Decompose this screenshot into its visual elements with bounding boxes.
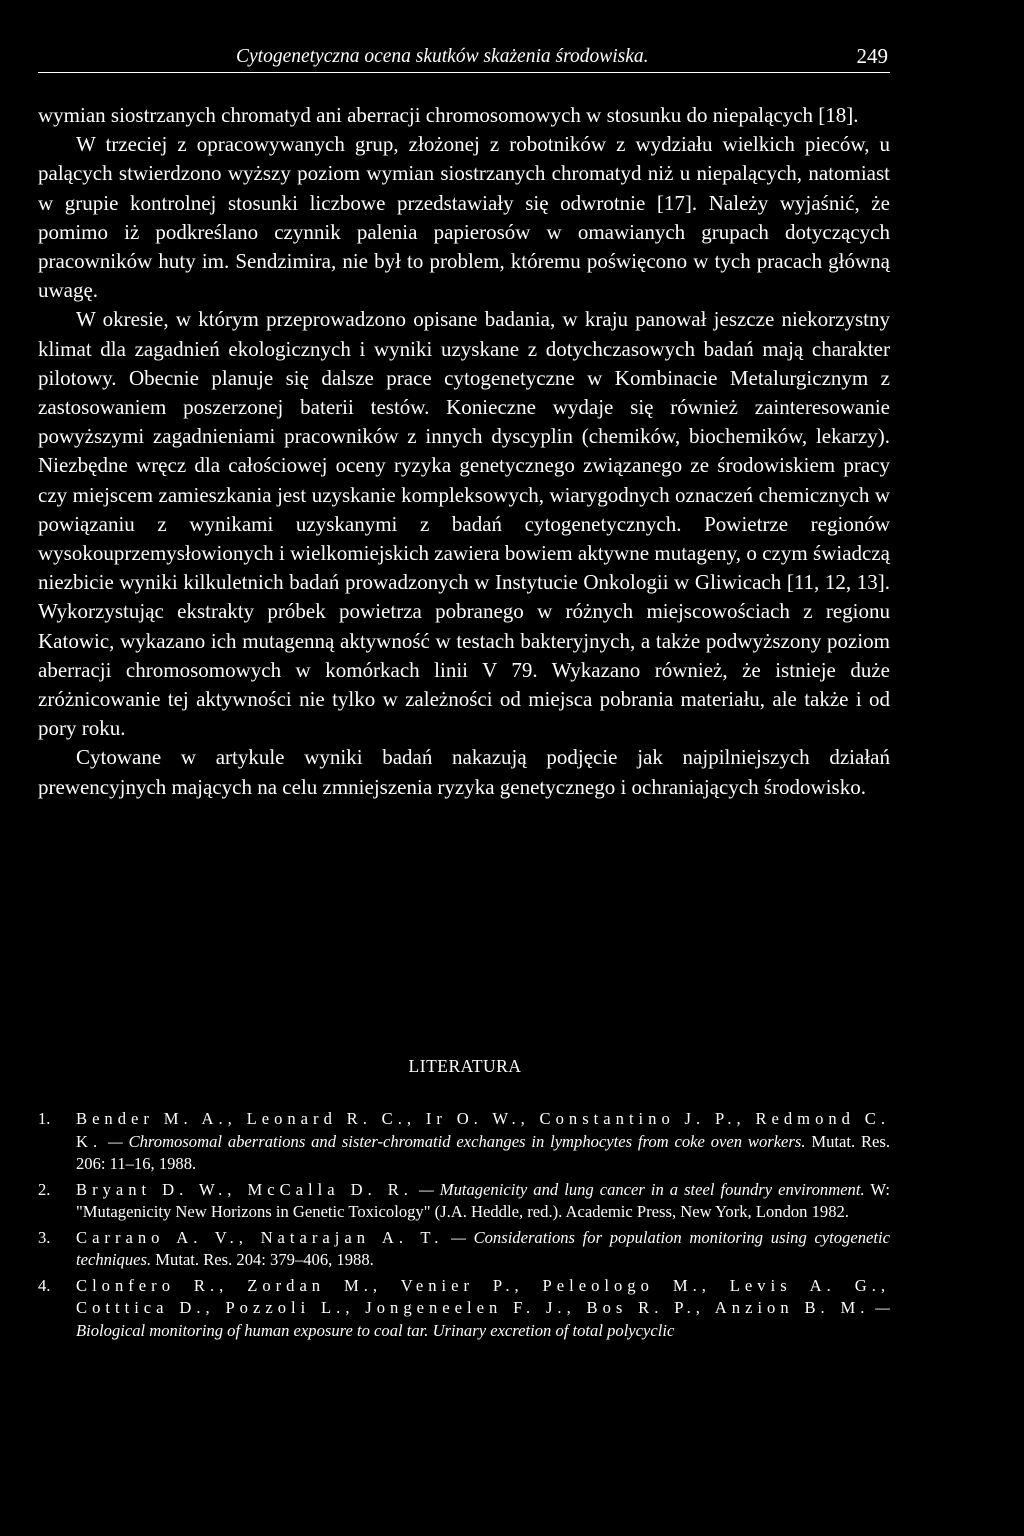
reference-title: — Considerations for population monitoring using cytogenetic techniques. — [76, 1227, 890, 1269]
reference-authors: Clonfero R., Zordan M., Venier P., Peleologo M., Levis A. G., Cotttica D., Pozzoli L., Jongeneelen F. J., Bos R. P., Anzion B. M. — [76, 1275, 890, 1317]
reference-title: — Chromosomal aberrations and sister-chromatid exchanges in lymphocytes from coke oven workers. — [107, 1131, 806, 1151]
reference-source: Mutat. Res. 204: 379–406, 1988. — [155, 1250, 374, 1269]
reference-item — [38, 1227, 890, 1272]
body-text — [38, 101, 890, 802]
reference-authors: Carrano A. V., Natarajan A. T. — [76, 1227, 444, 1247]
reference-list — [38, 1108, 890, 1345]
reference-source: W: "Mutagenicity New Horizons in Genetic Toxicology" (J.A. Heddle, red.). Academic Press, New York, London 1982. — [76, 1179, 890, 1221]
reference-number: 4. — [38, 1275, 51, 1295]
running-title: Cytogenetyczna ocena skutków skażenia środowiska. — [236, 46, 649, 67]
reference-source: Mutat. Res. 206: 11–16, 1988. — [76, 1131, 890, 1173]
reference-item — [38, 1179, 890, 1224]
paragraph: W okresie, w którym przeprowadzono opisane badania, w kraju panował jeszcze niekorzystny klimat dla zagadnień ekologicznych i wyniki uzyskane z dotychczasowych badań mają charakter pilotowy. Obecnie planuje się dalsze prace cytogenetyczne w Kombinacie Metalurgicznym z zastosowaniem poszerzonej baterii testów. Konieczne wydaje się również zainteresowanie powyższymi zagadnieniami pracowników z innych dyscyplin (chemików, biochemików, lekarzy). Niezbędne wręcz dla całościowej oceny ryzyka genetycznego związanego ze środowiskiem pracy czy miejscem zamieszkania jest uzyskanie kompleksowych, wiarygodnych oznaczeń chemicznych w powiązaniu z wynikami uzyskanymi z badań cytogenetycznych. Powietrze regionów wysokouprzemysłowionych i wielkomiejskich zawiera bowiem aktywne mutageny, o czym świadczą niezbicie wyniki kilkuletnich badań prowadzonych w Instytucie Onkologii w Gliwicach [11, 12, 13]. Wykorzystując ekstrakty próbek powietrza pobranego w różnych miejscowościach z regionu Katowic, wykazano ich mutagenną aktywność w testach bakteryjnych, a także podwyższony poziom aberracji chromosomowych w komórkach linii V 79. Wykazano również, że istnieje duże zróżnicowanie tej aktywności nie tylko w zależności od miejsca pobrania materiału, ale także i od pory roku. — [38, 307, 890, 741]
reference-number: 3. — [38, 1227, 51, 1247]
reference-number: 2. — [38, 1179, 51, 1199]
paragraph: Cytowane w artykule wyniki badań nakazują podjęcie jak najpilniejszych działań prewencyjnych mających na celu zmniejszenia ryzyka genetycznego i ochraniających środowisko. — [38, 745, 890, 799]
reference-item — [38, 1108, 890, 1176]
reference-item — [38, 1275, 890, 1343]
literature-heading: LITERATURA — [408, 1056, 522, 1076]
paragraph: W trzeciej z opracowywanych grup, złożonej z robotników z wydziału wielkich pieców, u palących stwierdzono wyższy poziom wymian siostrzanych chromatyd niż u niepalących, natomiast w grupie kontrolnej stosunki liczbowe przedstawiały się odwrotnie [17]. Należy wyjaśnić, że pomimo iż podkreślano czynnik palenia papierosów w omawianych grupach dotyczących pracowników huty im. Sendzimira, nie był to problem, któremu poświęcono w tych pracach główną uwagę. — [38, 132, 890, 303]
reference-title: — Biological monitoring of human exposure to coal tar. Urinary excretion of total polycyclic — [76, 1298, 890, 1340]
paragraph: wymian siostrzanych chromatyd ani aberracji chromosomowych w stosunku do niepalących [18]. — [38, 103, 859, 127]
reference-authors: Bryant D. W., McCalla D. R. — [76, 1179, 413, 1199]
page-header — [38, 44, 890, 73]
reference-title: — Mutagenicity and lung cancer in a steel foundry environment. — [418, 1179, 865, 1199]
page-number: 249 — [856, 44, 888, 68]
reference-number: 1. — [38, 1109, 51, 1128]
reference-authors: Bender M. A., Leonard R. C., Ir O. W., Constantino J. P., Redmond C. K. — [76, 1109, 890, 1151]
